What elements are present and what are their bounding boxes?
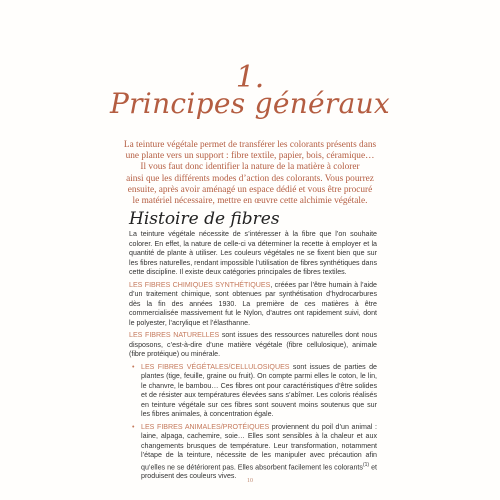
bullet-icon: • (132, 362, 135, 371)
bullet-icon: • (132, 422, 135, 431)
section-title: Histoire de fibres (129, 209, 280, 229)
term-natural-fibers: LES FIBRES NATURELLES (129, 331, 220, 339)
fiber-list (129, 363, 377, 482)
chapter-number: 1. (235, 60, 265, 95)
body-paragraph: La teinture végétale nécessite de s’intéresser à la fibre que l’on souhaite colorer. En effet, la nature de celle-ci va déterminer la recette à employer et la quantité de plante à utiliser. Les couleurs végétales ne se fixent bien que sur les fibres naturelles, rendant impossible l’utilisation de fibres synthétiques dans cette discipline. Il existe deux catégories principales de fibres textiles. (129, 230, 377, 276)
intro-line: ensuite, après avoir aménagé un espace dédié et vous être procuré (127, 184, 373, 195)
footnote-reference: (1) (362, 461, 370, 468)
chapter-title: Principes généraux (109, 87, 390, 120)
intro-line: le matériel nécessaire, mettre en œuvre cette alchimie végétale. (132, 196, 368, 207)
paragraph-text: , créées par l’être humain à l’aide d’un traitement chimique, sont obtenues par synthétisation d’hydrocarbures dès la fin des années 1930. La première de ces matières à être commercialisée massivement fut le Nylon, d’autres ont rapidement suivi, dont le polyester, l’acrylique et l’élasthanne. (129, 280, 377, 327)
term-synthetic-fibers: LES FIBRES CHIMIQUES SYNTHÉTIQUES (129, 280, 271, 289)
intro-line: ainsi que les différents modes d’action des colorants. Vous pourrez (126, 173, 374, 184)
term-plant-fibers: LES FIBRES VÉGÉTALES/CELLULOSIQUES (141, 362, 290, 371)
section-body (129, 230, 377, 485)
list-item (132, 422, 378, 482)
intro-line: une plante vers un support : fibre textile, papier, bois, céramique… (125, 151, 375, 162)
list-item-text: sont issues de parties de plantes (tige, feuille, graine ou fruit). On compte parmi elles le coton, le lin, le chanvre, le bambou… Ces fibres ont pour caractéristiques d’être solides et de résister aux températures élevées sans s’abîmer. Les coloris réalisés en teinture végétale sur ces fibres sont souvent moins soutenus que sur les fibres animales, à concentration égale. (141, 362, 377, 418)
list-item (132, 362, 377, 420)
intro-paragraph (70, 140, 430, 207)
list-item-text: et produisent des couleurs vives. (141, 462, 378, 481)
intro-line: La teinture végétale permet de transférer les colorants présents dans (123, 140, 377, 150)
term-animal-fibers: LES FIBRES ANIMALES/PROTÉIQUES (141, 422, 270, 431)
body-paragraph (129, 331, 377, 360)
body-paragraph (129, 281, 377, 329)
list-item-text: proviennent du poil d’un animal : laine, alpaga, cachemire, soie… Elles sont sensibles à la chaleur et aux changements brusques de température. Leur transformation, notamment l’étape de la teinture, nécessite de les manipuler avec précaution afin qu’elles ne se détériorent pas. Elles absorbent facilement les colorants (141, 422, 377, 471)
page-number: 10 (247, 478, 253, 484)
paragraph-text: sont issues des ressources naturelles dont nous disposons, c’est-à-dire d’une matière végétale (fibre cellulosique), animale (fibre protéique) ou minérale. (129, 331, 377, 358)
intro-line: Il vous faut donc identifier la nature de la matière à colorer (140, 162, 360, 173)
